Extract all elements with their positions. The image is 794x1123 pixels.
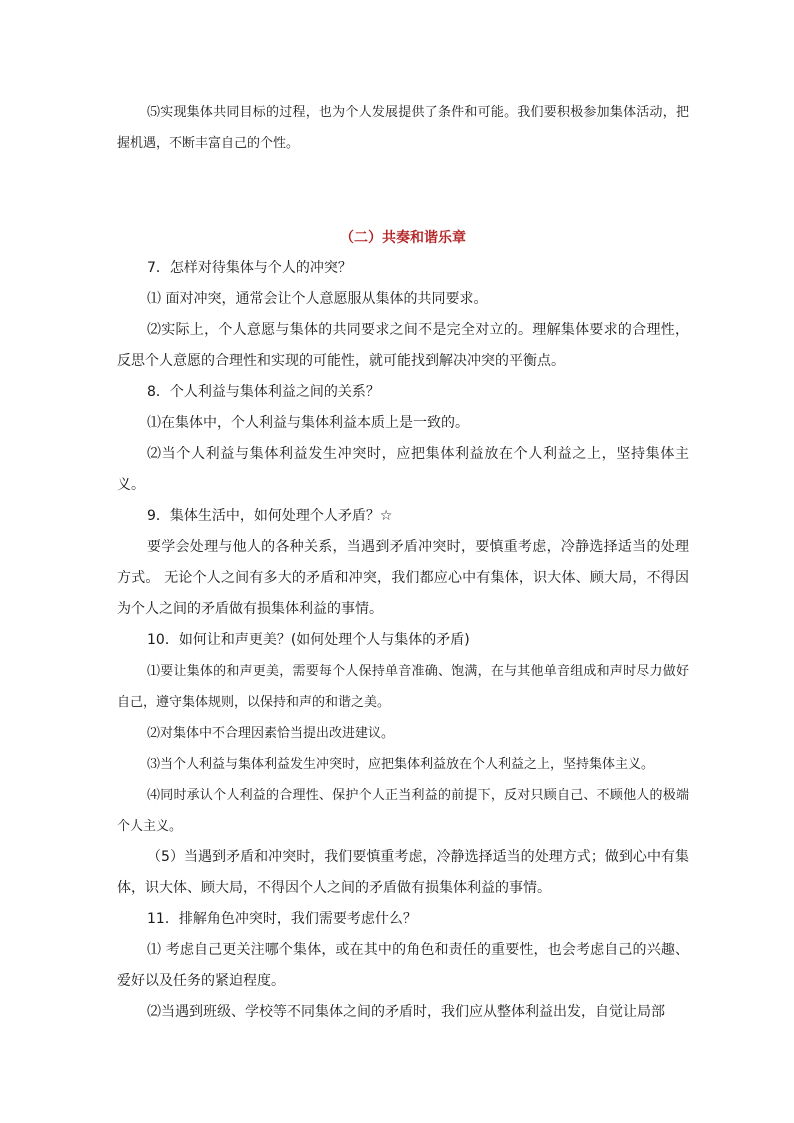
answer-11-2: ⑵当遇到班级、学校等不同集体之间的矛盾时，我们应从整体利益出发，自觉让局部 [147, 1004, 665, 1020]
answer-7-1: ⑴ 面对冲突，通常会让个人意愿服从集体的共同要求。 [147, 291, 488, 307]
answer-10-1: ⑴要让集体的和声更美，需要每个人保持单音准确、饱满，在与其他单音组成和声时尽力做好自己，遵守集体规则，以保持和声的和谐之美。 [117, 664, 689, 710]
answer-8-2: ⑵当个人利益与集体利益发生冲突时，应把集体利益放在个人利益之上，坚持集体主义。 [117, 446, 689, 493]
answer-8-1: ⑴在集体中，个人利益与集体利益本质上是一致的。 [147, 415, 469, 431]
question-11: 11．排解角色冲突时，我们需要考虑什么？ [147, 911, 417, 927]
answer-7-2: ⑵实际上，个人意愿与集体的共同要求之间不是完全对立的。理解集体要求的合理性，反思个人意愿的合理性和实现的可能性，就可能找到解决冲突的平衡点。 [117, 322, 689, 369]
answer-10-4: ⑷同时承认个人利益的合理性、保护个人正当利益的前提下，反对只顾自己、不顾他人的极端个人主义。 [117, 788, 689, 834]
question-9: 9．集体生活中，如何处理个人矛盾？☆ [147, 508, 393, 524]
section-title: （二）共奏和谐乐章 [340, 230, 466, 246]
question-10: 10．如何让和声更美？(如何处理个人与集体的矛盾) [147, 632, 470, 648]
paragraph: ⑸实现集体共同目标的过程，也为个人发展提供了条件和可能。我们要积极参加集体活动，把握机遇，不断丰富自己的个性。 [117, 105, 689, 151]
intro-section [117, 97, 689, 159]
question-7: 7．怎样对待集体与个人的冲突？ [147, 260, 352, 276]
answer-10-5: （5）当遇到矛盾和冲突时，我们要慎重考虑，冷静选择适当的处理方式；做到心中有集体，识大体、顾大局，不得因个人之间的矛盾做有损集体利益的事情。 [117, 849, 689, 896]
answer-11-1: ⑴ 考虑自己更关注哪个集体，或在其中的角色和责任的重要性，也会考虑自己的兴趣、爱好以及任务的紧迫程度。 [117, 942, 689, 989]
answer-10-2: ⑵对集体中不合理因素恰当提出改进建议。 [147, 726, 395, 741]
answer-9-1: 要学会处理与他人的各种关系，当遇到矛盾冲突时，要慎重考虑，冷静选择适当的处理方式。 无论个人之间有多大的矛盾和冲突，我们都应心中有集体，识大体、顾大局，不得因为个人之间的矛盾做有损集体利益的事情。 [117, 539, 689, 617]
qa-section [117, 253, 689, 1028]
answer-10-3: ⑶当个人利益与集体利益发生冲突时，应把集体利益放在个人利益之上，坚持集体主义。 [147, 757, 655, 772]
question-8: 8．个人利益与集体利益之间的关系？ [147, 384, 380, 400]
